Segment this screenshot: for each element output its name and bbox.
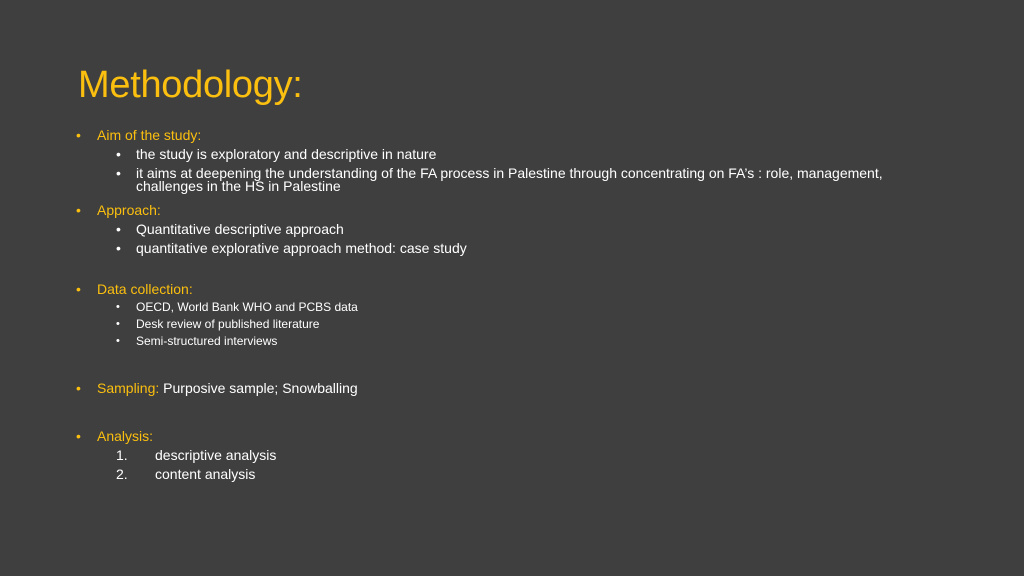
sampling-value: Purposive sample; Snowballing — [163, 380, 358, 396]
bullet-icon: • — [116, 146, 121, 162]
aim-item-text: the study is exploratory and descriptive in nature — [136, 146, 437, 162]
approach-heading — [76, 201, 161, 219]
approach-item — [116, 239, 467, 257]
bullet-icon: • — [116, 221, 121, 237]
analysis-item-text: descriptive analysis — [155, 447, 277, 463]
approach-item-text: Quantitative descriptive approach — [136, 221, 344, 237]
analysis-item — [116, 446, 277, 464]
bullet-icon: • — [76, 380, 81, 396]
sampling-label: Sampling: — [97, 380, 160, 396]
bullet-icon: • — [76, 281, 81, 297]
aim-item-text: it aims at deepening the understanding of the FA process in Palestine through concentrating on FA’s : role, management, — [136, 165, 883, 181]
bullet-icon: • — [116, 240, 121, 256]
data-collection-item-text: Desk review of published literature — [136, 317, 320, 331]
aim-label: Aim of the study: — [97, 127, 202, 143]
data-collection-item — [116, 332, 278, 350]
analysis-heading — [76, 427, 154, 445]
data-collection-label: Data collection: — [97, 281, 193, 297]
bullet-icon: • — [76, 127, 81, 143]
list-number: 1. — [116, 447, 128, 463]
approach-label: Approach: — [97, 202, 161, 218]
data-collection-heading — [76, 280, 193, 298]
aim-item-text: challenges in the HS in Palestine — [136, 178, 341, 194]
approach-item-text: quantitative explorative approach method: case study — [136, 240, 467, 256]
approach-item — [116, 220, 344, 238]
data-collection-item — [116, 315, 320, 333]
data-collection-item-text: OECD, World Bank WHO and PCBS data — [136, 300, 358, 314]
data-collection-item-text: Semi-structured interviews — [136, 334, 278, 348]
bullet-icon: • — [116, 335, 120, 347]
aim-item-continuation — [136, 177, 341, 195]
slide-title: Methodology: — [78, 64, 303, 106]
list-number: 2. — [116, 466, 128, 482]
sampling-heading — [76, 379, 358, 397]
bullet-icon: • — [116, 318, 120, 330]
data-collection-item — [116, 298, 358, 316]
bullet-icon: • — [116, 165, 121, 181]
aim-item — [116, 145, 437, 163]
analysis-item-text: content analysis — [155, 466, 256, 482]
analysis-item — [116, 465, 256, 483]
analysis-label: Analysis: — [97, 428, 154, 444]
bullet-icon: • — [76, 428, 81, 444]
bullet-icon: • — [76, 202, 81, 218]
bullet-icon: • — [116, 301, 120, 313]
aim-heading — [76, 126, 202, 144]
